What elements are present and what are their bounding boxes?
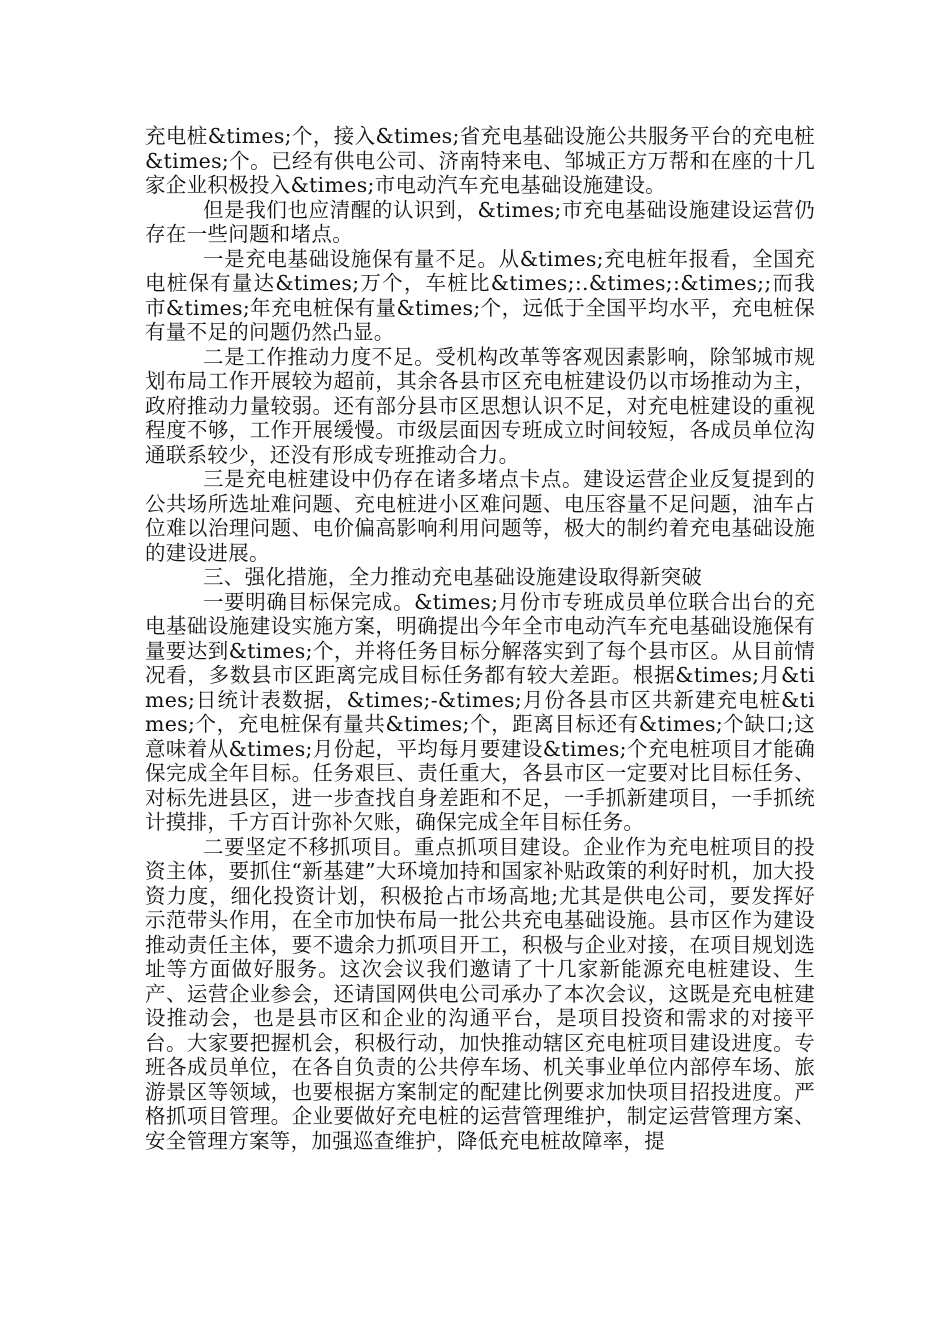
- paragraph: 二是工作推动力度不足。受机构改革等客观因素影响，除邹城市规划布局工作开展较为超前，其余各县市区充电桩建设仍以市场推动为主，政府推动力量较弱。还有部分县市区思想认识不足，对充电桩建设的重视程度不够，工作开展缓慢。市级层面因专班成立时间较短，各成员单位沟通联系较少，还没有形成专班推动合力。: [145, 344, 815, 467]
- paragraph: 二要坚定不移抓项目。重点抓项目建设。企业作为充电桩项目的投资主体，要抓住“新基建”大环境加持和国家补贴政策的利好时机，加大投资力度，细化投资计划，积极抢占市场高地;尤其是供电公司，要发挥好示范带头作用，在全市加快布局一批公共充电基础设施。县市区作为建设推动责任主体，要不遗余力抓项目开工，积极与企业对接，在项目规划选址等方面做好服务。这次会议我们邀请了十几家新能源充电桩建设、生产、运营企业参会，还请国网供电公司承办了本次会议，这既是充电桩建设推动会，也是县市区和企业的沟通平台，是项目投资和需求的对接平台。大家要把握机会，积极行动，加快推动辖区充电桩项目建设进度。专班各成员单位，在各自负责的公共停车场、机关事业单位内部停车场、旅游景区等领域，也要根据方案制定的配建比例要求加快项目招投进度。严格抓项目管理。企业要做好充电桩的运营管理维护，制定运营管理方案、安全管理方案等，加强巡查维护，降低充电桩故障率，提: [145, 834, 815, 1153]
- paragraph: 三是充电桩建设中仍存在诸多堵点卡点。建设运营企业反复提到的公共场所选址难问题、充电桩进小区难问题、电压容量不足问题，油车占位难以治理问题、电价偏高影响利用问题等，极大的制约着充电基础设施的建设进展。: [145, 467, 815, 565]
- paragraph: 一要明确目标保完成。&times;月份市专班成员单位联合出台的充电基础设施建设实施方案，明确提出今年全市电动汽车充电基础设施保有量要达到&times;个，并将任务目标分解落实到了每个县市区。从目前情况看，多数县市区距离完成目标任务都有较大差距。根据&times;月&times;日统计表数据，&times;-&times;月份各县市区共新建充电桩&times;个，充电桩保有量共&times;个，距离目标还有&times;个缺口;这意味着从&times;月份起，平均每月要建设&times;个充电桩项目才能确保完成全年目标。任务艰巨、责任重大，各县市区一定要对比目标任务、对标先进县区，进一步查找自身差距和不足，一手抓新建项目，一手抓统计摸排，千方百计弥补欠账，确保完成全年目标任务。: [145, 589, 815, 834]
- paragraph: 充电桩&times;个，接入&times;省充电基础设施公共服务平台的充电桩&times;个。已经有供电公司、济南特来电、邹城正方万帮和在座的十几家企业积极投入&times;市电动汽车充电基础设施建设。: [145, 124, 815, 197]
- document-body: [145, 124, 815, 1153]
- paragraph: 一是充电基础设施保有量不足。从&times;充电桩年报看，全国充电桩保有量达&times;万个，车桩比&times;:.&times;:&times;;而我市&times;年充电桩保有量&times;个，远低于全国平均水平，充电桩保有量不足的问题仍然凸显。: [145, 246, 815, 344]
- paragraph: 但是我们也应清醒的认识到，&times;市充电基础设施建设运营仍存在一些问题和堵点。: [145, 197, 815, 246]
- section-heading: 三、强化措施，全力推动充电基础设施建设取得新突破: [203, 565, 703, 589]
